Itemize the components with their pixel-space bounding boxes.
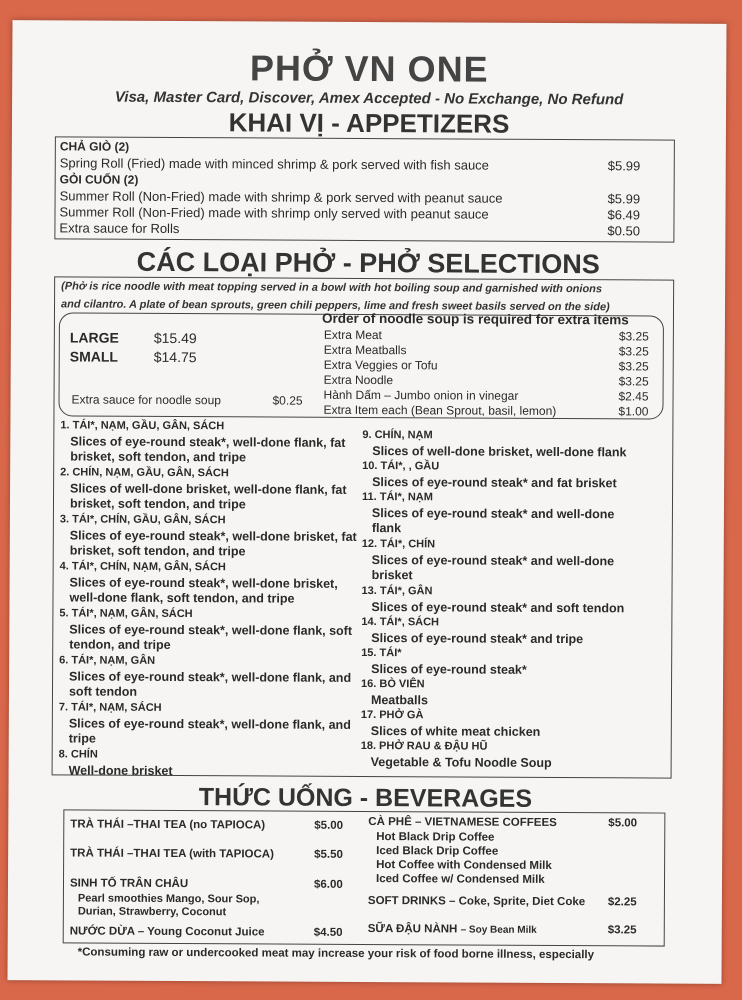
soft-drinks: SOFT DRINKS – Coke, Sprite, Diet Coke (367, 895, 586, 909)
pho-item-title: 7. TÁI*, NẠM, SÁCH (58, 701, 162, 714)
coffee-item: Iced Coffee w/ Condensed Milk (375, 873, 545, 886)
pho-item-desc: Slices of eye-round steak*, well-done brisket, well-done flank, soft tendon, and tripe (69, 574, 338, 606)
pho-item (60, 512, 360, 560)
extra-row (324, 388, 649, 404)
cha-gio-heading: CHẢ GIÒ (2) (59, 139, 130, 154)
pho-item-title: 1. TÁI*, NẠM, GẦU, GÂN, SÁCH (60, 419, 225, 433)
soft-drinks-price: $2.25 (607, 896, 637, 909)
pho-item-desc: Slices of eye-round steak*, well-done flank, and tripe (68, 715, 351, 746)
appetizer-name: Spring Roll (Fried) made with minced shrimp & pork served with fish sauce (59, 155, 489, 173)
pho-item-desc: Slices of eye-round steak* and soft tendon (371, 599, 625, 615)
pho-item (361, 708, 666, 741)
pho-item (59, 559, 359, 607)
appetizer-row (59, 220, 667, 238)
small-label: SMALL (69, 348, 119, 365)
pho-item-desc: Slices of eye-round steak*, well-done brisket, fat brisket, soft tendon, and tripe (69, 527, 357, 559)
thai-tea: TRÀ THÁI –THAI TEA (no TAPIOCA) (70, 818, 266, 832)
pho-item-title: 15. TÁI* (361, 646, 402, 660)
pho-item (60, 418, 360, 466)
pho-item-desc: Slices of eye-round steak* and well-done flank (371, 505, 615, 536)
extra-row (324, 328, 649, 344)
pho-item-title: 17. PHỞ GÀ (360, 708, 424, 722)
appetizer-row (59, 204, 667, 222)
pho-item-title: 13. TÁI*, GÂN (361, 584, 433, 598)
extra-name: Extra Veggies or Tofu (323, 357, 438, 373)
pho-item-title: 14. TÁI*, SÁCH (361, 615, 440, 629)
large-price: $15.49 (153, 329, 197, 347)
appetizer-row (60, 155, 668, 173)
pho-item (59, 653, 359, 701)
pho-item-desc: Slices of eye-round steak* and tripe (371, 630, 584, 646)
appetizer-name: Summer Roll (Non-Fried) made with shrimp & pork served with peanut sauce (59, 188, 503, 206)
extra-price: $2.45 (618, 389, 649, 404)
pho-item (362, 459, 667, 492)
pho-item-desc: Vegetable & Tofu Noodle Soup (370, 754, 552, 770)
sinh-to: SINH TỐ TRÂN CHÂU (69, 877, 189, 891)
extra-name: Hành Dấm – Jumbo onion in vinegar (323, 387, 519, 403)
pho-item-desc: Slices of well-done brisket, well-done flank, fat brisket, soft tendon, and tripe (69, 480, 347, 512)
nuoc-dua-price: $4.50 (313, 926, 343, 939)
pho-item (361, 584, 666, 617)
extra-price: $1.00 (618, 404, 649, 419)
pho-item-desc: Slices of eye-round steak*, well-done flank, and soft tendon (68, 668, 352, 699)
pho-item (361, 615, 666, 648)
pho-note-line2: and cilantro. A plate of bean sprouts, green chili peppers, lime and fresh sweet basils served on the side) (60, 298, 610, 314)
large-label: LARGE (69, 329, 119, 346)
pho-item-desc: Slices of eye-round steak* and fat brisket (372, 474, 617, 490)
pho-item (361, 646, 666, 679)
pho-item (361, 739, 666, 772)
pho-note-line1: (Phở is rice noodle with meat topping served in a bowl with hot boiling soup and garnished with onions (61, 280, 603, 296)
appetizer-price: $6.49 (607, 207, 641, 223)
beverages-title: THỨC UỐNG - BEVERAGES (198, 783, 533, 813)
pho-item (362, 428, 667, 461)
pho-item-desc: Slices of eye-round steak*, well-done flank, soft tendon, and tripe (69, 621, 353, 652)
appetizer-price: $5.99 (607, 158, 641, 174)
small-price: $14.75 (153, 348, 197, 366)
pho-item-title: 16. BÒ VIÊN (361, 677, 425, 691)
thai-tea-price: $5.00 (314, 819, 344, 832)
extra-price: $3.25 (618, 374, 649, 389)
pho-item-desc: Slices of eye-round steak*, well-done flank, fat brisket, soft tendon, and tripe (70, 433, 346, 465)
ca-phe: CÀ PHÊ – VIETNAMESE COFFEES (368, 816, 557, 829)
payment-note: Visa, Master Card, Discover, Amex Accepted - No Exchange, No Refund (114, 88, 624, 109)
pho-item (60, 465, 360, 513)
extra-name: Extra Meat (323, 327, 382, 343)
sua-dau: SỮA ĐẬU NÀNH (367, 923, 458, 936)
extra-sauce-price: $0.25 (272, 393, 303, 408)
pho-item-title: 11. TÁI*, NẠM (361, 490, 433, 504)
thai-tea-tapioca-price: $5.50 (314, 848, 343, 861)
extra-price: $3.25 (618, 344, 649, 359)
extra-name: Extra Noodle (323, 372, 394, 388)
size-extras-panel (58, 312, 664, 419)
pho-item (362, 537, 642, 585)
extra-sauce-label: Extra sauce for noodle soup (71, 392, 222, 408)
appetizer-price: $0.50 (607, 223, 641, 239)
appetizers-title: KHAI VỊ - APPETIZERS (228, 107, 510, 139)
ca-phe-price: $5.00 (608, 817, 638, 830)
pho-item-desc: Well-done brisket (68, 762, 173, 778)
sinh-to-desc1: Pearl smoothies Mango, Sour Sop, (77, 892, 260, 906)
pho-item-desc: Slices of white meat chicken (370, 723, 541, 739)
pho-item-title: 8. CHÍN (58, 748, 98, 761)
pho-item-title: 6. TÁI*, NẠM, GÂN (59, 654, 156, 667)
pho-box (52, 276, 675, 778)
coffee-item: Hot Black Drip Coffee (376, 831, 495, 844)
pho-item-title: 4. TÁI*, CHÍN, NẠM, GÂN, SÁCH (59, 560, 226, 574)
extra-row (324, 343, 649, 359)
pho-item (59, 700, 359, 748)
pho-item-title: 9. CHÍN, NẠM (362, 428, 433, 442)
appetizer-name: Summer Roll (Non-Fried) made with shrimp only served with peanut sauce (59, 204, 489, 222)
nuoc-dua: NƯỚC DỪA – Young Coconut Juice (69, 925, 265, 939)
extra-name: Extra Item each (Bean Sprout, basil, lemon) (323, 402, 557, 418)
thai-tea-tapioca: TRÀ THÁI –THAI TEA (with TAPIOCA) (70, 847, 274, 861)
extra-price: $3.25 (618, 359, 649, 374)
appetizers-box (54, 136, 675, 242)
appetizer-row (60, 188, 668, 206)
footer-disclaimer: *Consuming raw or undercooked meat may increase your risk of food borne illness, especially (77, 946, 595, 962)
sua-dau-desc: – Soy Bean Milk (460, 924, 537, 936)
pho-item-title: 5. TÁI*, NẠM, GÂN, SÁCH (59, 607, 193, 621)
pho-item-desc: Slices of eye-round steak* (371, 661, 527, 677)
extra-row (324, 358, 649, 374)
pho-item-desc: Meatballs (370, 692, 428, 707)
coffee-item: Hot Coffee with Condensed Milk (376, 859, 552, 872)
pho-item-title: 10. TÁI*, , GẦU (362, 459, 440, 473)
extra-name: Extra Meatballs (323, 342, 407, 358)
beverages-box (63, 809, 666, 946)
appetizer-price: $5.99 (607, 191, 641, 207)
sinh-to-price: $6.00 (313, 878, 343, 891)
extra-price: $3.25 (618, 329, 649, 344)
sua-dau-price: $3.25 (607, 924, 637, 937)
pho-item-title: 12. TÁI*, CHÍN (361, 537, 436, 551)
extra-row (323, 403, 648, 419)
pho-item-desc: Slices of well-done brisket, well-done flank (372, 443, 627, 459)
pho-item (59, 747, 359, 780)
pho-item-desc: Slices of eye-round steak* and well-done brisket (371, 552, 615, 583)
pho-item (361, 677, 666, 710)
extra-row (324, 373, 649, 389)
goi-cuon-heading: GỎI CUỐN (2) (59, 172, 139, 187)
pho-item-title: 3. TÁI*, CHÍN, GẦU, GÂN, SÁCH (59, 513, 226, 527)
pho-item-title: 2. CHÍN, NẠM, GẦU, GÂN, SÁCH (60, 466, 229, 480)
extras-header: Order of noodle soup is required for extra items (321, 310, 629, 328)
appetizer-name: Extra sauce for Rolls (59, 220, 180, 237)
menu-paper (7, 20, 726, 984)
coffee-item: Iced Black Drip Coffee (376, 845, 499, 858)
pho-item (59, 606, 359, 654)
pho-title: CÁC LOẠI PHỞ - PHỞ SELECTIONS (136, 246, 600, 280)
sinh-to-desc2: Durian, Strawberry, Coconut (77, 905, 227, 919)
pho-item-title: 18. PHỞ RAU & ĐẬU HŨ (360, 739, 488, 753)
restaurant-name: PHỞ VN ONE (249, 47, 489, 90)
pho-item (362, 490, 642, 538)
